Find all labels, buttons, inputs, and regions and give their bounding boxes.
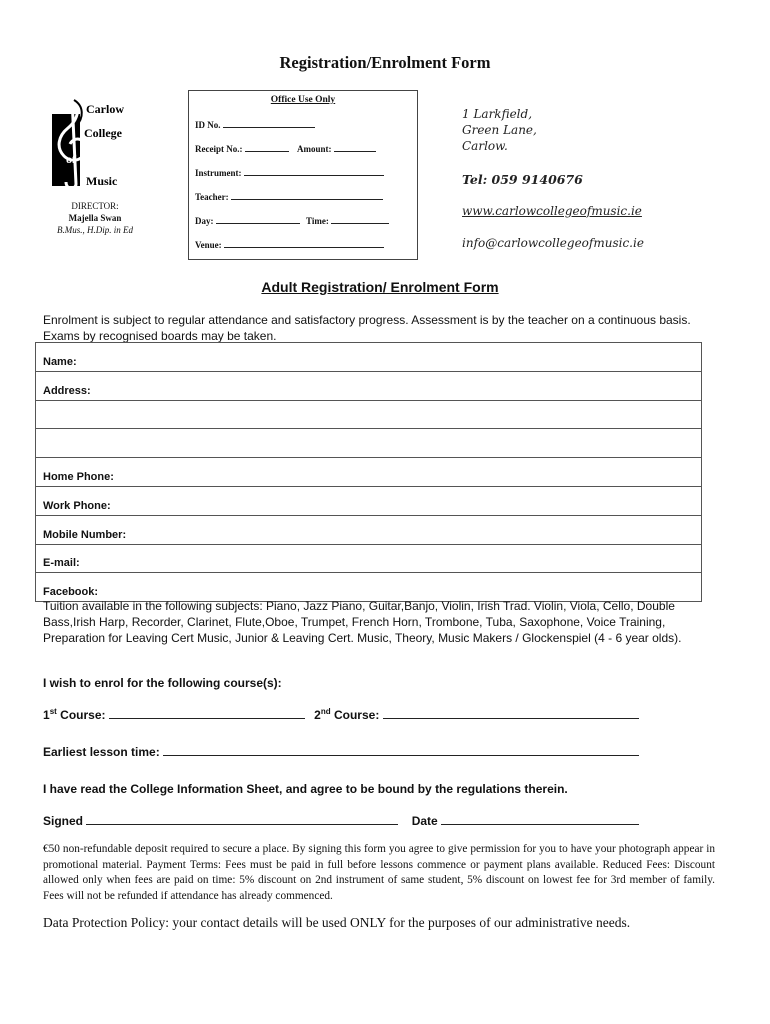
office-instrument-label: Instrument:	[195, 168, 244, 178]
agreement-text: I have read the College Information Sheet, and agree to be bound by the regulations therein.	[43, 782, 568, 796]
director-info	[40, 200, 150, 236]
logo-word-carlow: Carlow	[86, 102, 124, 116]
adult-form-title: Adult Registration/ Enrolment Form	[261, 279, 499, 295]
logo-word-college: College	[84, 126, 122, 140]
earliest-input[interactable]	[163, 745, 639, 756]
signed-label: Signed	[43, 814, 87, 828]
course2-input[interactable]	[383, 708, 639, 719]
mobile-label: Mobile Number:	[43, 528, 127, 541]
terms-text: €50 non-refundable deposit required to secure a place. By signing this form you agree to give permission for you to have your photograph appear in promotional material. Payment Terms: Fees must be paid in full before lessons commence or payment plans available. Reduced Fees: Discount allowed only when fees are paid on time: 5% discount on 2nd instrument of same student, 5% discount on lowest fee for 3rd member of family. Fees will not be refunded if attendance has already commenced.	[43, 843, 715, 902]
office-id-field[interactable]	[195, 119, 315, 130]
name-field[interactable]	[36, 343, 701, 372]
address-field[interactable]	[36, 372, 701, 401]
date-label: Date	[411, 814, 442, 828]
office-id-label: ID No.	[195, 120, 223, 130]
earliest-line	[43, 745, 639, 759]
director-label: DIRECTOR:	[71, 201, 119, 211]
courses-line	[43, 707, 639, 722]
intro-text: Enrolment is subject to regular attendance and satisfactory progress. Assessment is by the teacher on a continuous basis. Exams by recognised boards may be taken.	[43, 313, 691, 343]
course2-label: 2nd Course:	[314, 707, 383, 722]
date-input[interactable]	[441, 814, 639, 825]
signature-input[interactable]	[86, 814, 398, 825]
office-use-title: Office Use Only	[270, 95, 336, 105]
college-logo	[50, 96, 140, 190]
office-venue-label: Venue:	[195, 240, 224, 250]
telephone: Tel: 059 9140676	[462, 172, 583, 187]
address-line-3-field[interactable]	[36, 429, 701, 458]
office-use-box	[188, 90, 418, 260]
office-teacher-field[interactable]	[195, 191, 383, 202]
signature-line	[43, 814, 639, 828]
logo-word-music: Music	[86, 174, 118, 188]
office-day-field[interactable]	[195, 215, 389, 226]
office-teacher-label: Teacher:	[195, 192, 231, 202]
office-time-label: Time:	[306, 216, 332, 226]
earliest-label: Earliest lesson time:	[43, 745, 164, 759]
address-line-3: Carlow.	[462, 139, 508, 153]
enrol-heading: I wish to enrol for the following course(s):	[43, 676, 282, 690]
data-protection-text: Data Protection Policy: your contact details will be used ONLY for the purposes of our administrative needs.	[43, 915, 631, 930]
logo-word-of: of	[66, 152, 76, 166]
home-phone-label: Home Phone:	[43, 470, 114, 483]
contact-info	[462, 106, 752, 250]
course1-input[interactable]	[109, 708, 305, 719]
work-phone-label: Work Phone:	[43, 499, 111, 512]
address-label: Address:	[43, 384, 91, 397]
office-instrument-field[interactable]	[195, 167, 384, 178]
address-line-1: 1 Larkfield,	[462, 107, 533, 121]
director-qualifications: B.Mus., H.Dip. in Ed	[57, 225, 133, 235]
address-line-2: Green Lane,	[462, 123, 537, 137]
office-day-label: Day:	[195, 216, 216, 226]
name-label: Name:	[43, 355, 77, 368]
office-amount-label: Amount:	[296, 144, 334, 154]
work-phone-field[interactable]	[36, 487, 701, 516]
course1-label: 1st Course:	[43, 707, 109, 722]
email-label: E-mail:	[43, 557, 80, 570]
office-receipt-label: Receipt No.:	[195, 144, 245, 154]
office-venue-field[interactable]	[195, 239, 384, 250]
office-receipt-field[interactable]	[195, 143, 376, 154]
email-field[interactable]	[36, 545, 701, 574]
website-link[interactable]: www.carlowcollegeofmusic.ie	[462, 204, 642, 218]
director-name: Majella Swan	[68, 213, 122, 223]
tuition-text: Tuition available in the following subjects: Piano, Jazz Piano, Guitar,Banjo, Violin, Irish Trad. Violin, Viola, Cello, Double Bass,Irish Harp, Recorder, Clarinet, Flute,Oboe, Trumpet, French Horn, Trombone, Tuba, Saxophone, Voice Training, Preparation for Leaving Cert Music, Junior & Leaving Cert. Music, Theory, Music Makers / Glockenspiel (4 - 6 year olds).	[43, 599, 682, 645]
details-table	[35, 342, 702, 602]
facebook-label: Facebook:	[43, 586, 99, 599]
email-link[interactable]: info@carlowcollegeofmusic.ie	[462, 236, 644, 250]
home-phone-field[interactable]	[36, 458, 701, 487]
mobile-field[interactable]	[36, 516, 701, 545]
address-line-2-field[interactable]	[36, 401, 701, 430]
page-title: Registration/Enrolment Form	[279, 53, 491, 72]
